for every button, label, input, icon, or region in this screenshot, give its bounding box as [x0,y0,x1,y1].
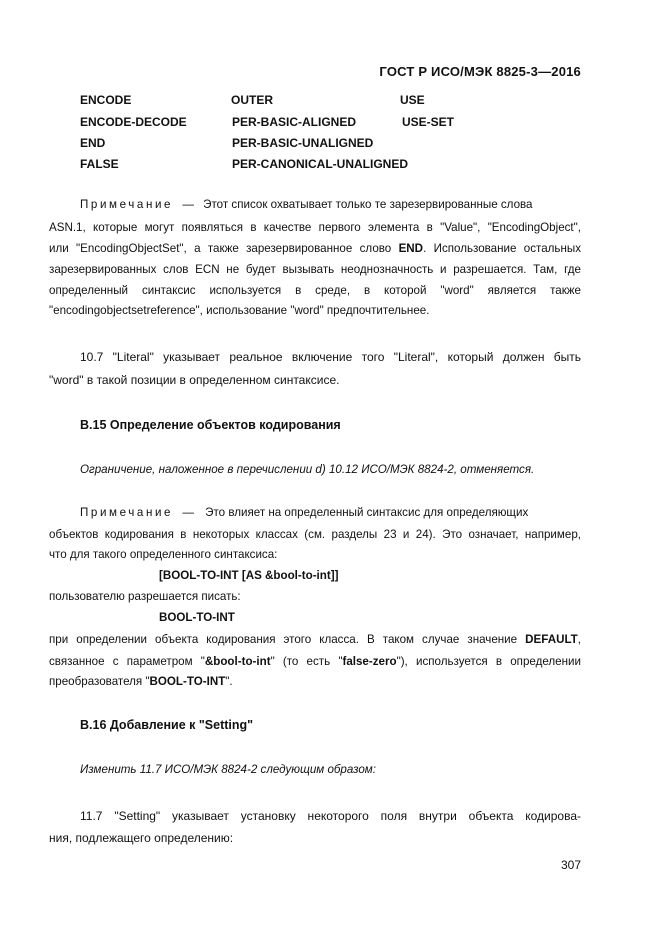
keyword-end: END [398,242,424,255]
note-line: пользователю разрешается писать: [49,590,241,603]
note-label: Примечание [80,506,174,519]
keyword: PER-CANONICAL-UNALIGNED [232,157,408,171]
keyword: ENCODE-DECODE [80,115,187,129]
note-line [80,507,528,519]
page-number: 307 [560,858,581,872]
note-dash: — [182,506,194,519]
note-dash: — [182,198,194,211]
code-line: BOOL-TO-INT [159,611,235,624]
italic-instruction: Ограничение, наложенное в перечислении d) 10.12 ИСО/МЭК 8824-2, отменяется. [80,463,535,476]
note-text: Это влияет на определенный синтаксис для определяющих [205,506,529,519]
note-line: зарезервированных слов ECN не будет вызывать неоднозначность и разрешается. Там, где [49,263,581,276]
keyword: ENCODE [80,93,132,107]
note-label: Примечание [80,198,174,211]
code-line: [BOOL-TO-INT [AS &bool-to-int]] [159,569,339,582]
note-text: Этот список охватывает только те зарезервированные слова [203,198,533,211]
note-line: ASN.1, которые могут появляться в качестве первого элемента в "Value", "EncodingObject", [49,221,581,234]
note-line: при определении объекта кодирования этого класса. В таком случае значение DEFAULT, [49,633,581,646]
note-line: объектов кодирования в некоторых классах (см. разделы 23 и 24). Это означает, например, [49,528,581,541]
section-heading: В.15 Определение объектов кодирования [80,418,341,432]
keyword: FALSE [80,157,119,171]
document-header: ГОСТ Р ИСО/МЭК 8825-3—2016 [379,64,581,79]
body-line: 11.7 "Setting" указывает установку некоторого поля внутри объекта кодирова- [80,809,581,823]
note-line: что для такого определенного синтаксиса: [49,548,278,561]
note-line: связанное с параметром "&bool-to-int" (то есть "false-zero"), используется в определении [49,655,581,668]
keyword: PER-BASIC-ALIGNED [232,115,357,129]
body-line: 10.7 "Literal" указывает реальное включение того "Literal", который должен быть [80,350,581,364]
keyword: USE [400,93,425,107]
section-heading: В.16 Добавление к "Setting" [80,718,254,732]
note-line: определенный синтаксис используется в среде, в которой "word" является также [49,284,581,297]
note-line: преобразователя "BOOL-TO-INT". [49,675,233,688]
note-line: или "EncodingObjectSet", а также зарезервированное слово END. Использование остальных [49,242,581,255]
body-line: "word" в такой позиции в определенном синтаксисе. [49,373,340,387]
keyword: PER-BASIC-UNALIGNED [232,136,374,150]
keyword: OUTER [231,93,273,107]
note-line [80,199,533,211]
italic-instruction: Изменить 11.7 ИСО/МЭК 8824-2 следующим образом: [80,763,376,776]
keyword: USE-SET [402,115,455,129]
keyword: END [80,136,106,150]
body-line: ния, подлежащего определению: [49,831,234,845]
note-line: "encodingobjectsetreference", использование "word" предпочтительнее. [49,304,430,317]
